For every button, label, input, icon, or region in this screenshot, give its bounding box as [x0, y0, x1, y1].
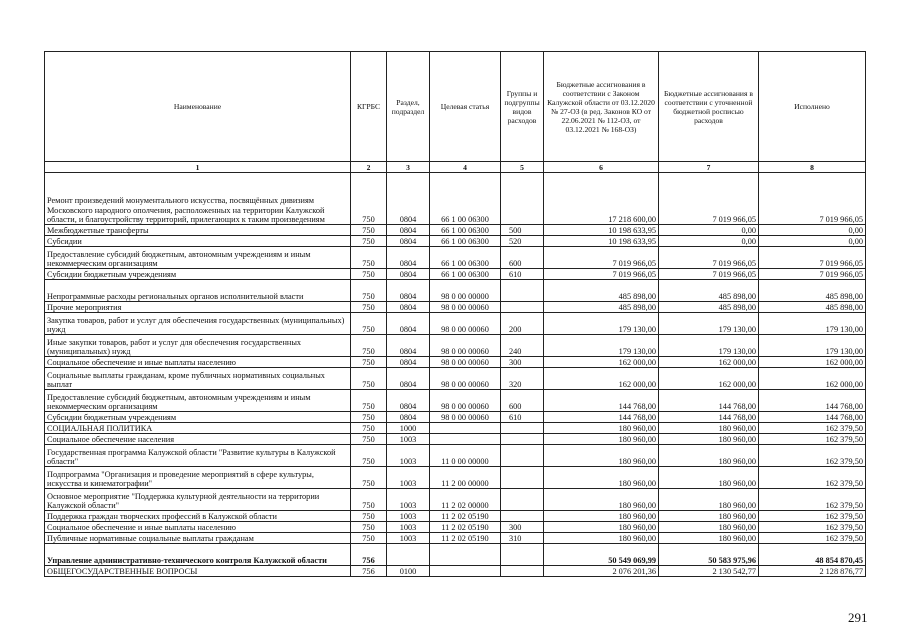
- row-refined-amount: 0,00: [659, 225, 759, 236]
- row-name: Субсидии бюджетным учреждениям: [45, 412, 351, 423]
- row-target: [430, 434, 501, 445]
- row-target: 98 0 00 00000: [430, 280, 501, 302]
- row-kgrbs: 750: [351, 302, 387, 313]
- row-target: 66 1 00 06300: [430, 247, 501, 269]
- row-refined-amount: 180 960,00: [659, 533, 759, 544]
- row-refined-amount: 180 960,00: [659, 445, 759, 467]
- row-target: 66 1 00 06300: [430, 173, 501, 225]
- row-refined-amount: 7 019 966,05: [659, 173, 759, 225]
- table-row: [45, 368, 866, 390]
- row-target: 98 0 00 00060: [430, 368, 501, 390]
- row-executed-amount: 485 898,00: [759, 302, 866, 313]
- row-refined-amount: 50 583 975,96: [659, 544, 759, 566]
- row-kgrbs: 750: [351, 489, 387, 511]
- header-name: Наименование: [45, 52, 351, 162]
- column-number-row: [45, 162, 866, 173]
- row-group: 610: [501, 412, 544, 423]
- table-body: [45, 173, 866, 577]
- row-section: 1000: [387, 423, 430, 434]
- row-kgrbs: 756: [351, 544, 387, 566]
- row-section: 0804: [387, 357, 430, 368]
- row-section: 0804: [387, 225, 430, 236]
- row-executed-amount: 179 130,00: [759, 313, 866, 335]
- table-row: [45, 467, 866, 489]
- row-name: Поддержка граждан творческих профессий в Калужской области: [45, 511, 351, 522]
- row-executed-amount: 7 019 966,05: [759, 173, 866, 225]
- header-done: Исполнено: [759, 52, 866, 162]
- row-target: 98 0 00 00060: [430, 302, 501, 313]
- row-executed-amount: 162 379,50: [759, 434, 866, 445]
- table-row: [45, 225, 866, 236]
- row-target: 98 0 00 00060: [430, 357, 501, 368]
- row-name: Предоставление субсидий бюджетным, автономным учреждениям и иным некоммерческим организациям: [45, 390, 351, 412]
- row-refined-amount: 485 898,00: [659, 280, 759, 302]
- column-number: 5: [501, 162, 544, 173]
- row-refined-amount: 179 130,00: [659, 313, 759, 335]
- column-number: 3: [387, 162, 430, 173]
- row-executed-amount: 162 379,50: [759, 533, 866, 544]
- row-law-amount: 7 019 966,05: [544, 247, 659, 269]
- column-number: 4: [430, 162, 501, 173]
- row-executed-amount: 144 768,00: [759, 390, 866, 412]
- row-group: 500: [501, 225, 544, 236]
- row-group: [501, 566, 544, 577]
- row-name: Социальные выплаты гражданам, кроме публичных нормативных социальных выплат: [45, 368, 351, 390]
- row-law-amount: 144 768,00: [544, 412, 659, 423]
- row-law-amount: 144 768,00: [544, 390, 659, 412]
- row-target: 11 2 02 00000: [430, 489, 501, 511]
- table-row: [45, 280, 866, 302]
- row-kgrbs: 750: [351, 368, 387, 390]
- row-executed-amount: 162 379,50: [759, 467, 866, 489]
- row-executed-amount: 162 379,50: [759, 522, 866, 533]
- row-name: Субсидии бюджетным учреждениям: [45, 269, 351, 280]
- row-group: 300: [501, 522, 544, 533]
- row-law-amount: 485 898,00: [544, 302, 659, 313]
- row-name: Закупка товаров, работ и услуг для обеспечения государственных (муниципальных) нужд: [45, 313, 351, 335]
- row-group: 200: [501, 313, 544, 335]
- row-target: 98 0 00 00060: [430, 335, 501, 357]
- table-row: [45, 313, 866, 335]
- table-row: [45, 566, 866, 577]
- row-section: 1003: [387, 467, 430, 489]
- row-kgrbs: 750: [351, 467, 387, 489]
- row-kgrbs: 750: [351, 390, 387, 412]
- row-section: 0804: [387, 173, 430, 225]
- row-kgrbs: 750: [351, 522, 387, 533]
- row-section: 0804: [387, 368, 430, 390]
- row-law-amount: 17 218 600,00: [544, 173, 659, 225]
- row-target: [430, 544, 501, 566]
- table-row: [45, 390, 866, 412]
- row-refined-amount: 162 000,00: [659, 357, 759, 368]
- row-executed-amount: 162 000,00: [759, 368, 866, 390]
- column-number: 7: [659, 162, 759, 173]
- header-section: Раздел, подраздел: [387, 52, 430, 162]
- row-section: 1003: [387, 522, 430, 533]
- row-section: 1003: [387, 445, 430, 467]
- row-target: [430, 566, 501, 577]
- row-refined-amount: 180 960,00: [659, 511, 759, 522]
- row-name: СОЦИАЛЬНАЯ ПОЛИТИКА: [45, 423, 351, 434]
- row-target: 11 2 00 00000: [430, 467, 501, 489]
- row-target: 66 1 00 06300: [430, 225, 501, 236]
- row-executed-amount: 48 854 870,45: [759, 544, 866, 566]
- header-law: Бюджетные ассигнования в соответствии с Законом Калужской области от 03.12.2020 № 27-ОЗ (в ред. Законов КО от 22.06.2021 № 112-ОЗ, от 03.12.2021 № 168-ОЗ): [544, 52, 659, 162]
- row-section: [387, 544, 430, 566]
- row-refined-amount: 179 130,00: [659, 335, 759, 357]
- row-kgrbs: 750: [351, 236, 387, 247]
- row-kgrbs: 756: [351, 566, 387, 577]
- row-group: [501, 445, 544, 467]
- row-refined-amount: 162 000,00: [659, 368, 759, 390]
- row-group: [501, 280, 544, 302]
- row-law-amount: 180 960,00: [544, 467, 659, 489]
- row-law-amount: 179 130,00: [544, 335, 659, 357]
- row-name: Ремонт произведений монументального искусства, посвящённых дивизиям Московского народного ополчения, расположенных на территории Калужской области, и благоустройству территорий, прилегающих к таким произведениям: [45, 173, 351, 225]
- row-section: 0100: [387, 566, 430, 577]
- row-law-amount: 180 960,00: [544, 489, 659, 511]
- table-row: [45, 236, 866, 247]
- row-kgrbs: 750: [351, 357, 387, 368]
- row-section: 0804: [387, 269, 430, 280]
- row-name: Межбюджетные трансферты: [45, 225, 351, 236]
- row-group: [501, 489, 544, 511]
- row-name: Непрограммные расходы региональных органов исполнительной власти: [45, 280, 351, 302]
- column-number: 2: [351, 162, 387, 173]
- header-groups: Группы и подгруппы видов расходов: [501, 52, 544, 162]
- row-target: 98 0 00 00060: [430, 313, 501, 335]
- row-executed-amount: 2 128 876,77: [759, 566, 866, 577]
- table-row: [45, 173, 866, 225]
- row-target: 11 0 00 00000: [430, 445, 501, 467]
- header-target: Целевая статья: [430, 52, 501, 162]
- row-refined-amount: 180 960,00: [659, 467, 759, 489]
- row-group: [501, 302, 544, 313]
- row-name: Субсидии: [45, 236, 351, 247]
- row-section: 0804: [387, 247, 430, 269]
- row-section: 0804: [387, 280, 430, 302]
- row-kgrbs: 750: [351, 247, 387, 269]
- page-number: 291: [848, 610, 868, 625]
- row-refined-amount: 144 768,00: [659, 390, 759, 412]
- row-kgrbs: 750: [351, 445, 387, 467]
- row-kgrbs: 750: [351, 313, 387, 335]
- row-section: 1003: [387, 434, 430, 445]
- row-group: [501, 467, 544, 489]
- row-refined-amount: 7 019 966,05: [659, 269, 759, 280]
- table-row: [45, 511, 866, 522]
- row-executed-amount: 7 019 966,05: [759, 247, 866, 269]
- row-group: 600: [501, 247, 544, 269]
- row-refined-amount: 0,00: [659, 236, 759, 247]
- row-section: 0804: [387, 236, 430, 247]
- row-target: 66 1 00 06300: [430, 236, 501, 247]
- row-name: Социальное обеспечение и иные выплаты населению: [45, 522, 351, 533]
- table-row: [45, 357, 866, 368]
- row-kgrbs: 750: [351, 434, 387, 445]
- row-executed-amount: 162 379,50: [759, 423, 866, 434]
- row-law-amount: 180 960,00: [544, 511, 659, 522]
- header-refined: Бюджетные ассигнования в соответствии с уточненной бюджетной росписью расходов: [659, 52, 759, 162]
- row-group: 320: [501, 368, 544, 390]
- row-target: 66 1 00 06300: [430, 269, 501, 280]
- row-law-amount: 162 000,00: [544, 357, 659, 368]
- row-target: 98 0 00 00060: [430, 412, 501, 423]
- row-name: Предоставление субсидий бюджетным, автономным учреждениям и иным некоммерческим организациям: [45, 247, 351, 269]
- row-kgrbs: 750: [351, 412, 387, 423]
- row-law-amount: 180 960,00: [544, 423, 659, 434]
- row-group: 310: [501, 533, 544, 544]
- row-law-amount: 50 549 069,99: [544, 544, 659, 566]
- row-kgrbs: 750: [351, 280, 387, 302]
- table-row: [45, 544, 866, 566]
- row-target: 98 0 00 00060: [430, 390, 501, 412]
- row-executed-amount: 485 898,00: [759, 280, 866, 302]
- table-header-row: [45, 52, 866, 162]
- row-kgrbs: 750: [351, 423, 387, 434]
- row-refined-amount: 180 960,00: [659, 434, 759, 445]
- table-row: [45, 247, 866, 269]
- row-executed-amount: 144 768,00: [759, 412, 866, 423]
- row-group: 240: [501, 335, 544, 357]
- row-law-amount: 2 076 201,36: [544, 566, 659, 577]
- row-law-amount: 10 198 633,95: [544, 236, 659, 247]
- table-row: [45, 412, 866, 423]
- row-refined-amount: 2 130 542,77: [659, 566, 759, 577]
- table-row: [45, 302, 866, 313]
- row-group: 300: [501, 357, 544, 368]
- row-group: 600: [501, 390, 544, 412]
- budget-execution-table: [44, 51, 866, 577]
- row-name: Управление административно-технического контроля Калужской области: [45, 544, 351, 566]
- row-kgrbs: 750: [351, 173, 387, 225]
- row-refined-amount: 180 960,00: [659, 423, 759, 434]
- table-row: [45, 269, 866, 280]
- header-kgrbs: КГРБС: [351, 52, 387, 162]
- row-law-amount: 162 000,00: [544, 368, 659, 390]
- row-executed-amount: 162 379,50: [759, 489, 866, 511]
- row-group: [501, 434, 544, 445]
- table-row: [45, 335, 866, 357]
- row-executed-amount: 162 000,00: [759, 357, 866, 368]
- row-name: Социальное обеспечение населения: [45, 434, 351, 445]
- row-kgrbs: 750: [351, 225, 387, 236]
- table-row: [45, 522, 866, 533]
- row-kgrbs: 750: [351, 511, 387, 522]
- table-row: [45, 489, 866, 511]
- row-name: Социальное обеспечение и иные выплаты населению: [45, 357, 351, 368]
- row-executed-amount: 0,00: [759, 236, 866, 247]
- row-name: ОБЩЕГОСУДАРСТВЕННЫЕ ВОПРОСЫ: [45, 566, 351, 577]
- row-executed-amount: 162 379,50: [759, 511, 866, 522]
- row-kgrbs: 750: [351, 335, 387, 357]
- column-number: 6: [544, 162, 659, 173]
- row-name: Государственная программа Калужской области "Развитие культуры в Калужской области": [45, 445, 351, 467]
- row-group: [501, 544, 544, 566]
- row-name: Подпрограмма "Организация и проведение мероприятий в сфере культуры, искусства и кинематографии": [45, 467, 351, 489]
- row-group: 610: [501, 269, 544, 280]
- row-refined-amount: 180 960,00: [659, 522, 759, 533]
- row-law-amount: 485 898,00: [544, 280, 659, 302]
- row-group: 520: [501, 236, 544, 247]
- row-group: [501, 423, 544, 434]
- row-section: 1003: [387, 533, 430, 544]
- table-row: [45, 423, 866, 434]
- row-executed-amount: 0,00: [759, 225, 866, 236]
- row-section: 1003: [387, 511, 430, 522]
- row-law-amount: 179 130,00: [544, 313, 659, 335]
- row-section: 0804: [387, 335, 430, 357]
- row-law-amount: 10 198 633,95: [544, 225, 659, 236]
- row-section: 0804: [387, 302, 430, 313]
- row-target: 11 2 02 05190: [430, 522, 501, 533]
- row-kgrbs: 750: [351, 533, 387, 544]
- row-refined-amount: 180 960,00: [659, 489, 759, 511]
- row-section: 0804: [387, 412, 430, 423]
- row-name: Прочие мероприятия: [45, 302, 351, 313]
- row-group: [501, 511, 544, 522]
- row-name: Публичные нормативные социальные выплаты гражданам: [45, 533, 351, 544]
- row-refined-amount: 485 898,00: [659, 302, 759, 313]
- table-row: [45, 434, 866, 445]
- column-number: 8: [759, 162, 866, 173]
- row-law-amount: 180 960,00: [544, 445, 659, 467]
- row-section: 0804: [387, 390, 430, 412]
- row-refined-amount: 7 019 966,05: [659, 247, 759, 269]
- row-target: [430, 423, 501, 434]
- row-section: 0804: [387, 313, 430, 335]
- row-name: Основное мероприятие "Поддержка культурной деятельности на территории Калужской области": [45, 489, 351, 511]
- row-section: 1003: [387, 489, 430, 511]
- row-refined-amount: 144 768,00: [659, 412, 759, 423]
- row-target: 11 2 02 05190: [430, 511, 501, 522]
- row-name: Иные закупки товаров, работ и услуг для обеспечения государственных (муниципальных) нужд: [45, 335, 351, 357]
- row-group: [501, 173, 544, 225]
- row-executed-amount: 179 130,00: [759, 335, 866, 357]
- row-law-amount: 180 960,00: [544, 522, 659, 533]
- row-law-amount: 180 960,00: [544, 434, 659, 445]
- table-row: [45, 533, 866, 544]
- row-executed-amount: 162 379,50: [759, 445, 866, 467]
- row-law-amount: 180 960,00: [544, 533, 659, 544]
- table-row: [45, 445, 866, 467]
- row-target: 11 2 02 05190: [430, 533, 501, 544]
- row-executed-amount: 7 019 966,05: [759, 269, 866, 280]
- row-kgrbs: 750: [351, 269, 387, 280]
- row-law-amount: 7 019 966,05: [544, 269, 659, 280]
- column-number: 1: [45, 162, 351, 173]
